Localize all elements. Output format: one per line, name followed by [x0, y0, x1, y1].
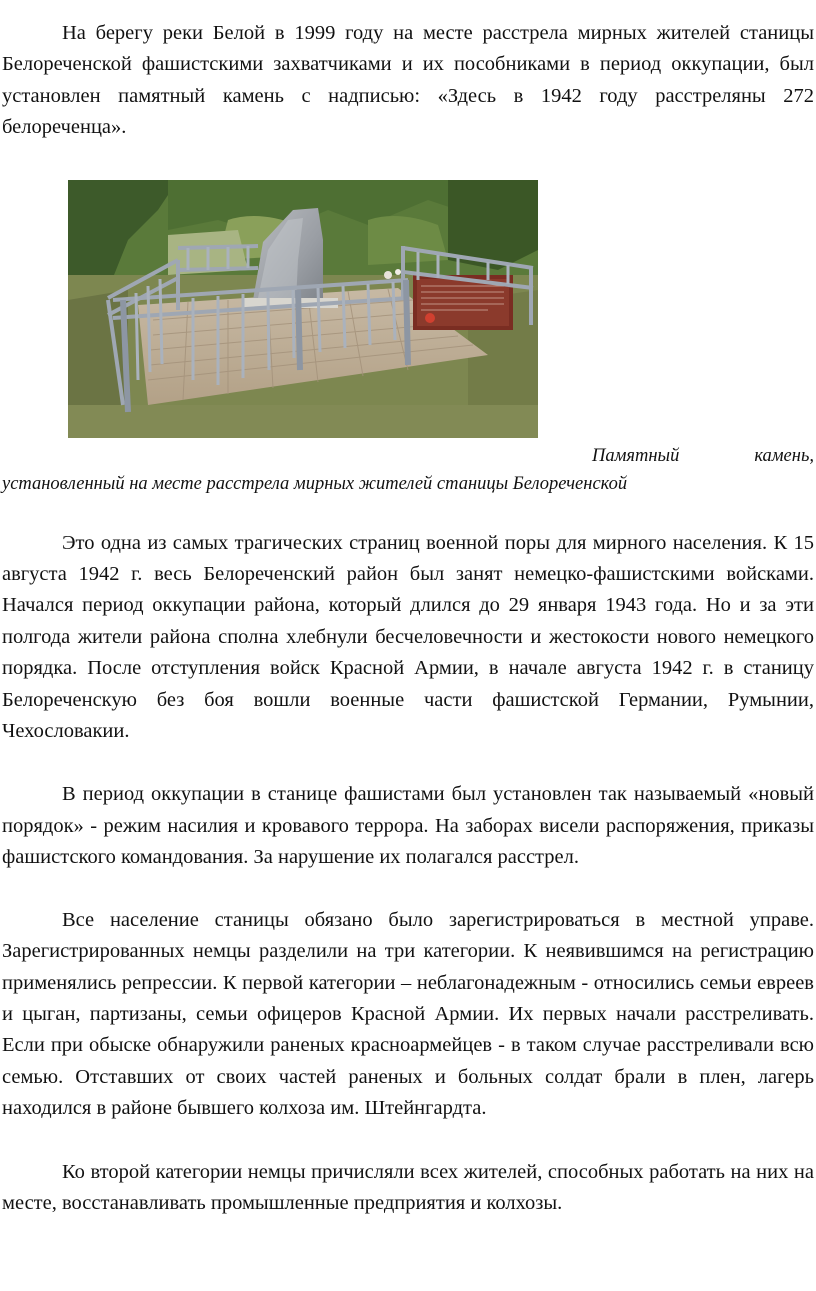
caption-word-1: Памятный: [592, 445, 680, 466]
figure: [2, 180, 814, 442]
paragraph-occupation: Это одна из самых трагических страниц военной поры для мирного населения. К 15 августа 1942 г. весь Белореченский район был занят немецко-фашистскими войсками. Начался период оккупации района, который длился до 29 января 1943 года. Но и за эти полгода жители района сполна хлебнули бесчеловечности и жестокости нового немецкого порядка. После отступления войск Красной Армии, в начале августа 1942 г. в станицу Белореченскую без боя вошли военные части фашистской Германии, Румынии, Чехословакии.: [2, 531, 814, 743]
intro-paragraph: На берегу реки Белой в 1999 году на месте расстрела мирных жителей станицы Белореченской фашистскими захватчиками и их пособниками в период оккупации, был установлен памятный камень с надписью: «Здесь в 1942 году расстреляны 272 белореченца».: [2, 22, 814, 139]
memorial-stone-photo: [68, 180, 538, 438]
caption-word-2: камень,: [754, 445, 814, 466]
paragraph-new-order: В период оккупации в станице фашистами был установлен так называемый «новый порядок» - режим насилия и кровавого террора. На заборах висели распоряжения, приказы фашистского командования. За нарушение их полагался расстрел.: [2, 783, 814, 869]
caption-line-2: установленный на месте расстрела мирных жителей станицы Белореченской: [2, 473, 628, 494]
caption-line-1: [2, 442, 814, 470]
paragraph-second-category: Ко второй категории немцы причисляли всех жителей, способных работать на них на месте, восстанавливать промышленные предприятия и колхозы.: [2, 1160, 814, 1214]
paragraph-registration: Все население станицы обязано было зарегистрироваться в местной управе. Зарегистрированных немцы разделили на три категории. К неявившимся на регистрацию применялись репрессии. К первой категории – неблагонадежным - относились семьи евреев и цыган, партизаны, семьи офицеров Красной Армии. Их первых начали расстреливать. Если при обыске обнаружили раненых красноармейцев - в таком случае расстреливали всю семью. Отставших от своих частей раненых и больных солдат брали в плен, лагерь находился в районе бывшего колхоза им. Штейнгардта.: [2, 908, 814, 1120]
photo-caption: [2, 442, 814, 498]
